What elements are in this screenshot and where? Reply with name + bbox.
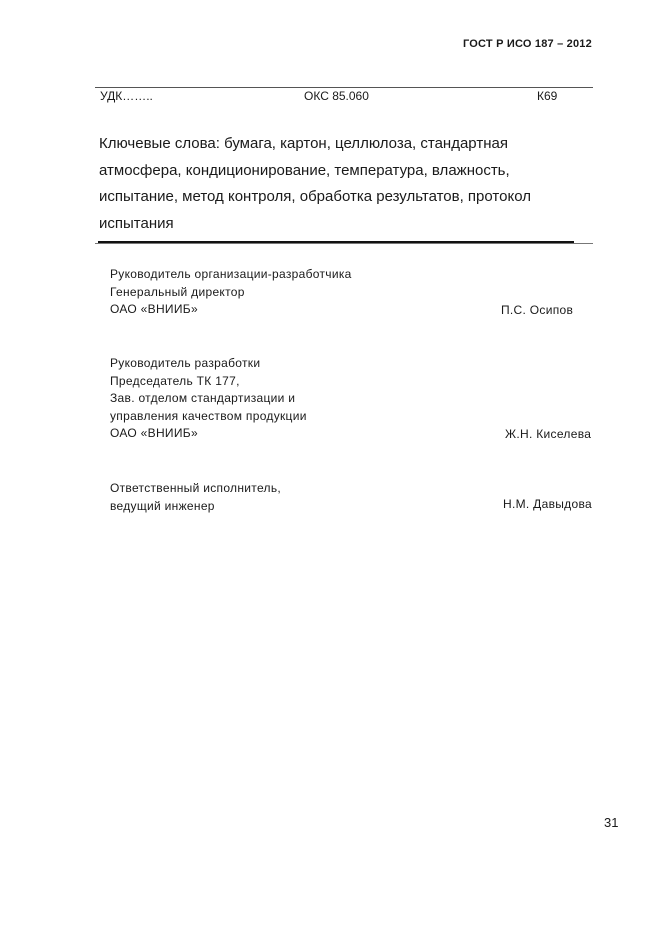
- signature-block-executor: [110, 480, 281, 515]
- signature-line: Ответственный исполнитель,: [110, 481, 282, 495]
- signature-line: ведущий инженер: [110, 498, 215, 513]
- k-code: К69: [537, 89, 558, 103]
- keywords-line: атмосфера, кондиционирование, температура, влажность,: [99, 161, 510, 179]
- signature-block-developer-head: [110, 266, 352, 319]
- signature-line: ОАО «ВНИИБ»: [110, 302, 198, 316]
- signature-line: ОАО «ВНИИБ»: [110, 426, 198, 440]
- signature-name: Ж.Н. Киселева: [505, 427, 592, 441]
- signature-name: П.С. Осипов: [501, 303, 574, 317]
- keywords-line: Ключевые слова: бумага, картон, целлюлоза, стандартная: [99, 135, 508, 152]
- signature-name: Н.М. Давыдова: [503, 497, 592, 511]
- udk-code: УДК……..: [100, 89, 153, 103]
- signature-line: Руководитель организации-разработчика: [110, 267, 352, 281]
- signature-block-development-head: [110, 355, 307, 443]
- keywords-line: испытание, метод контроля, обработка результатов, протокол: [99, 188, 531, 205]
- signature-line: управления качеством продукции: [110, 408, 307, 423]
- document-header: ГОСТ Р ИСО 187 – 2012: [463, 38, 592, 50]
- signature-line: Генеральный директор: [110, 284, 245, 299]
- page-number: 31: [604, 815, 619, 830]
- signature-line: Руководитель разработки: [110, 356, 261, 370]
- keywords-divider-thin: [95, 243, 593, 244]
- top-divider: [95, 87, 593, 88]
- signature-line: Председатель ТК 177,: [110, 373, 240, 388]
- keywords-block: [99, 131, 569, 237]
- oks-code: ОКС 85.060: [304, 89, 369, 103]
- keywords-line: испытания: [99, 214, 174, 232]
- signature-line: Зав. отделом стандартизации и: [110, 391, 296, 405]
